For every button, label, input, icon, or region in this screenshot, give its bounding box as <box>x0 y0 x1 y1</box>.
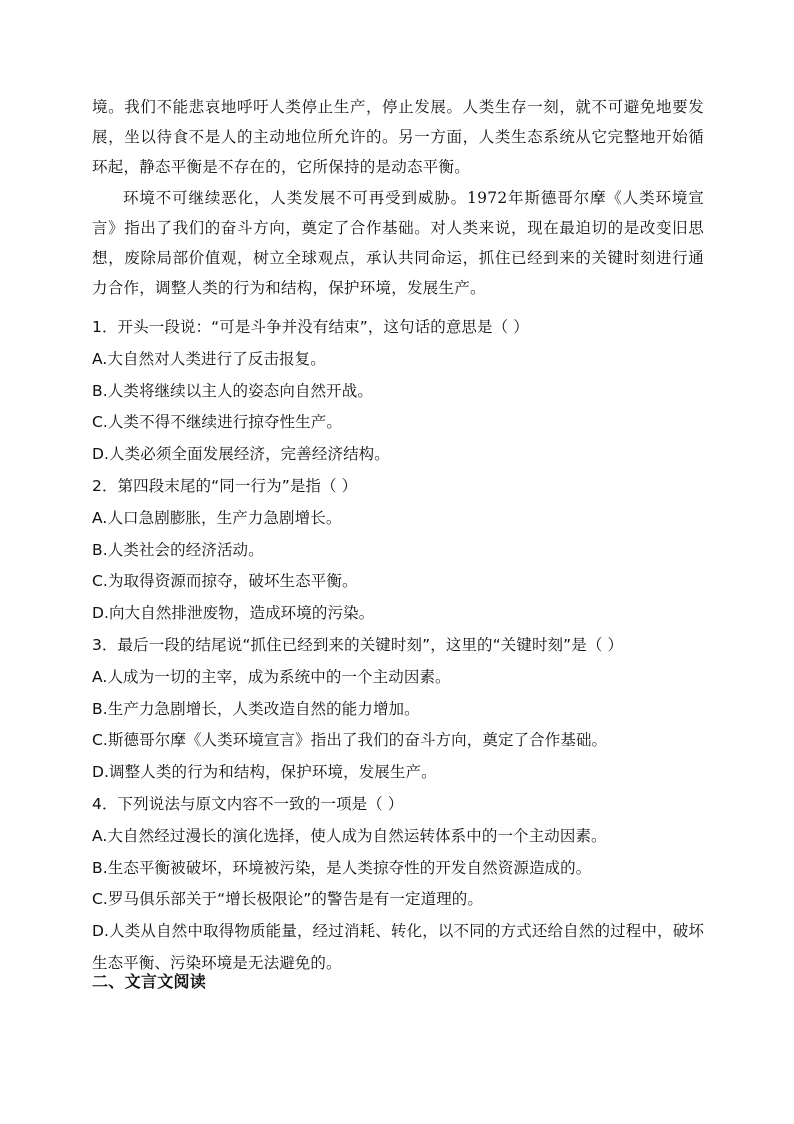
option-c: C.斯德哥尔摩《人类环境宣言》指出了我们的奋斗方向，奠定了合作基础。 <box>92 731 608 750</box>
section-heading: 二、文言文阅读 <box>92 972 207 991</box>
option-c: C.人类不得不继续进行掠夺性生产。 <box>92 413 342 432</box>
question-stem: 1．开头一段说：“可是斗争并没有结束”，这句话的意思是（ ） <box>92 318 529 336</box>
option-a: A.大自然经过漫长的演化选择，使人成为自然运转体系中的一个主动因素。 <box>92 826 607 845</box>
option-a: A.人成为一切的主宰，成为系统中的一个主动因素。 <box>92 667 451 686</box>
question-1 <box>92 312 704 471</box>
passage-paragraph-2: 环境不可继续恶化，人类发展不可再受到威胁。1972年斯德哥尔摩《人类环境宣言》指出了我们的奋斗方向，奠定了合作基础。对人类来说，现在最迫切的是改变旧思想，废除局部价值观，树立全球观点，承认共同命运，抓住已经到来的关键时刻进行通力合作，调整人类的行为和结构，保护环境，发展生产。 <box>92 188 704 298</box>
option-a: A.大自然对人类进行了反击报复。 <box>92 349 326 368</box>
option-d: D.向大自然排泄废物，造成环境的污染。 <box>92 604 375 623</box>
option-c: C.为取得资源而掠夺，破坏生态平衡。 <box>92 572 358 591</box>
option-d: D.人类从自然中取得物质能量，经过消耗、转化，以不同的方式还给自然的过程中，破坏生态平衡、污染环境是无法避免的。 <box>92 922 704 972</box>
option-b: B.生产力急剧增长，人类改造自然的能力增加。 <box>92 699 420 718</box>
option-b: B.人类社会的经济活动。 <box>92 540 264 559</box>
question-stem: 4．下列说法与原文内容不一致的一项是（ ） <box>92 794 404 813</box>
option-b: B.生态平衡被破坏，环境被污染，是人类掠夺性的开发自然资源造成的。 <box>92 858 592 877</box>
option-d: D.人类必须全面发展经济，完善经济结构。 <box>92 445 390 464</box>
question-3 <box>92 630 704 789</box>
question-4 <box>92 789 704 980</box>
option-c: C.罗马俱乐部关于“增长极限论”的警告是有一定道理的。 <box>92 890 484 909</box>
question-stem: 3．最后一段的结尾说“抓住已经到来的关键时刻”，这里的“关键时刻”是（ ） <box>92 635 624 654</box>
question-stem: 2．第四段末尾的“同一行为”是指（ ） <box>92 476 358 495</box>
question-2 <box>92 471 704 630</box>
passage-paragraph-1: 境。我们不能悲哀地呼吁人类停止生产，停止发展。人类生存一刻，就不可避免地要发展，坐以待食不是人的主动地位所允许的。另一方面，人类生态系统从它完整地开始循环起，静态平衡是不存在的，它所保持的是动态平衡。 <box>92 98 704 177</box>
question-list <box>92 312 704 980</box>
reading-passage <box>92 92 704 303</box>
option-d: D.调整人类的行为和结构，保护环境，发展生产。 <box>92 763 437 782</box>
option-b: B.人类将继续以主人的姿态向自然开战。 <box>92 381 373 400</box>
option-a: A.人口急剧膨胀，生产力急剧增长。 <box>92 508 342 527</box>
